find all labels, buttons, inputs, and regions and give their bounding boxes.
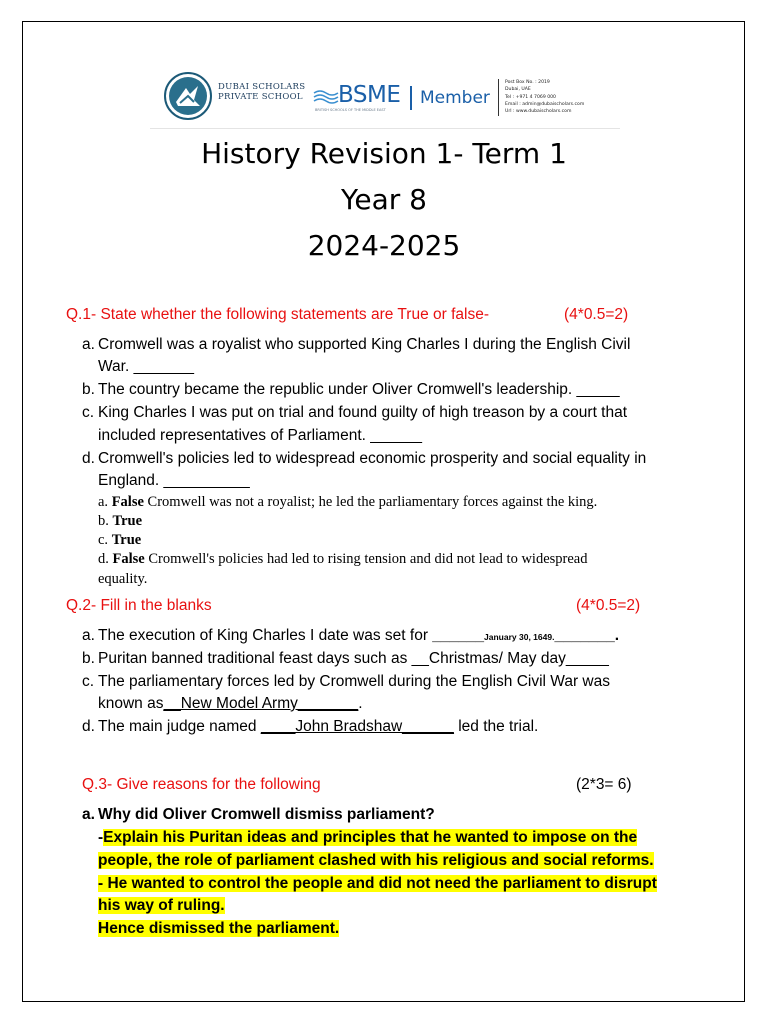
- answer-key: False: [111, 494, 144, 510]
- answer-label: d.: [98, 551, 109, 567]
- q2-item-d-answer: ____John Bradshaw______: [260, 718, 454, 735]
- answer-label: b.: [98, 513, 109, 529]
- q3-answer-line1: [98, 829, 637, 847]
- q1-answer-b: [98, 513, 142, 530]
- blank-line: ______: [432, 627, 485, 644]
- q2-marks: (4*0.5=2): [576, 597, 641, 614]
- answer-key: True: [111, 532, 142, 548]
- school-name: [218, 82, 304, 102]
- header-rule: [150, 128, 620, 129]
- logo-separator: [410, 86, 412, 110]
- q1-item-d-label: d.: [82, 450, 95, 467]
- session-title: 2024-2025: [307, 229, 461, 262]
- header-logo-strip: [150, 52, 620, 130]
- answer-text: Cromwell was not a royalist; he led the parliamentary forces against the king.: [147, 494, 598, 510]
- contact-line: Url : www.dubaischolars.com: [505, 109, 572, 115]
- q2-item-c-answer: __New Model Army_______: [163, 695, 359, 712]
- q3-heading: Q.3- Give reasons for the following: [82, 776, 321, 793]
- q1-item-d-text: Cromwell's policies led to widespread economic prosperity and social equality in: [98, 450, 647, 467]
- contact-line: Email : admin@dubaischolars.com: [505, 101, 585, 107]
- contact-line: Tel : +971 4 7069 000: [505, 94, 556, 100]
- q1-item-b-label: b.: [82, 381, 95, 398]
- q2-item-d: [98, 718, 538, 736]
- bsme-tagline: BRITISH SCHOOLS OF THE MIDDLE EAST: [315, 108, 386, 112]
- q2-item-a-text: The execution of King Charles I date was set for: [98, 627, 433, 644]
- q1-item-c-text: King Charles I was put on trial and found guilty of high treason by a court that: [98, 404, 628, 421]
- q1-answer-d-cont: equality.: [98, 571, 148, 587]
- q2-item-c-line2: [98, 695, 363, 713]
- highlighted-answer: Explain his Puritan ideas and principles that he wanted to impose on the: [103, 829, 638, 846]
- q1-item-a-text2: War. _______: [98, 358, 194, 375]
- highlighted-answer: his way of ruling.: [98, 897, 225, 914]
- contact-line: Post Box No. : 2019: [505, 80, 550, 85]
- bsme-logo: BSME: [338, 82, 401, 108]
- q2-item-d-text-end: led the trial.: [453, 718, 539, 735]
- contact-line: Dubai, UAE: [505, 87, 531, 93]
- q3-answer-line4: [98, 897, 225, 915]
- q1-answer-c: [98, 532, 141, 549]
- q3-answer-line2: [98, 852, 654, 870]
- q1-answer-a: [98, 494, 597, 511]
- q2-item-d-text: The main judge named: [98, 718, 261, 735]
- blank-line: _______.: [554, 627, 620, 644]
- q3-answer-line3: [98, 875, 657, 893]
- q2-item-c-text2: known as: [98, 695, 164, 712]
- q2-item-b-text: Puritan banned traditional feast days such as __Christmas/ May day_____: [98, 650, 609, 667]
- school-name-line2: PRIVATE SCHOOL: [218, 92, 303, 102]
- q2-item-d-label: d.: [82, 718, 95, 735]
- q2-item-b-label: b.: [82, 650, 95, 667]
- answer-dash: -: [98, 829, 104, 846]
- contact-info: [505, 79, 584, 115]
- q2-item-c-text: The parliamentary forces led by Cromwell during the English Civil War was: [98, 673, 610, 690]
- q1-item-c-label: c.: [82, 404, 95, 421]
- q3-answer-line5: [98, 920, 339, 938]
- q2-item-a-answer: January 30, 1649.: [484, 632, 555, 642]
- q2-heading: Q.2- Fill in the blanks: [66, 597, 212, 614]
- q2-item-c-end: .: [358, 695, 363, 712]
- page-title: History Revision 1- Term 1: [201, 137, 567, 170]
- answer-text: Cromwell's policies had led to rising tension and did not lead to widespread: [148, 551, 588, 567]
- answer-label: a.: [98, 494, 109, 510]
- bsme-wave-icon: [312, 87, 340, 105]
- q1-item-a-text: Cromwell was a royalist who supported King Charles I during the English Civil: [98, 336, 631, 353]
- q1-item-a-label: a.: [82, 336, 95, 353]
- highlighted-answer: - He wanted to control the people and did not need the parliament to disrupt: [98, 875, 657, 892]
- q1-item-c-text2: included representatives of Parliament. ______: [98, 427, 422, 444]
- q2-item-c-label: c.: [82, 673, 95, 690]
- answer-label: c.: [98, 532, 109, 548]
- member-label: Member: [420, 88, 490, 108]
- q3-item-a-label: a.: [82, 806, 95, 823]
- q3-item-a-question: Why did Oliver Cromwell dismiss parliament?: [98, 806, 435, 823]
- answer-key: False: [112, 551, 145, 567]
- q1-answer-d: [98, 551, 588, 568]
- q1-heading: Q.1- State whether the following statements are True or false-: [66, 306, 490, 323]
- answer-key: True: [112, 513, 143, 529]
- q1-item-d-text2: England. __________: [98, 472, 250, 489]
- year-title: Year 8: [341, 183, 427, 216]
- contact-divider: [498, 79, 499, 116]
- highlighted-answer: Hence dismissed the parliament.: [98, 920, 340, 937]
- school-emblem-icon: [164, 72, 212, 120]
- q1-marks: (4*0.5=2): [564, 306, 629, 323]
- school-name-line1: DUBAI SCHOLARS: [218, 82, 306, 92]
- highlighted-answer: people, the role of parliament clashed with his religious and social reforms.: [98, 852, 654, 869]
- q2-item-a: [98, 627, 619, 645]
- q1-item-b-text: The country became the republic under Oliver Cromwell's leadership. _____: [98, 381, 620, 398]
- q2-item-a-label: a.: [82, 627, 95, 644]
- q3-marks: (2*3= 6): [576, 776, 632, 793]
